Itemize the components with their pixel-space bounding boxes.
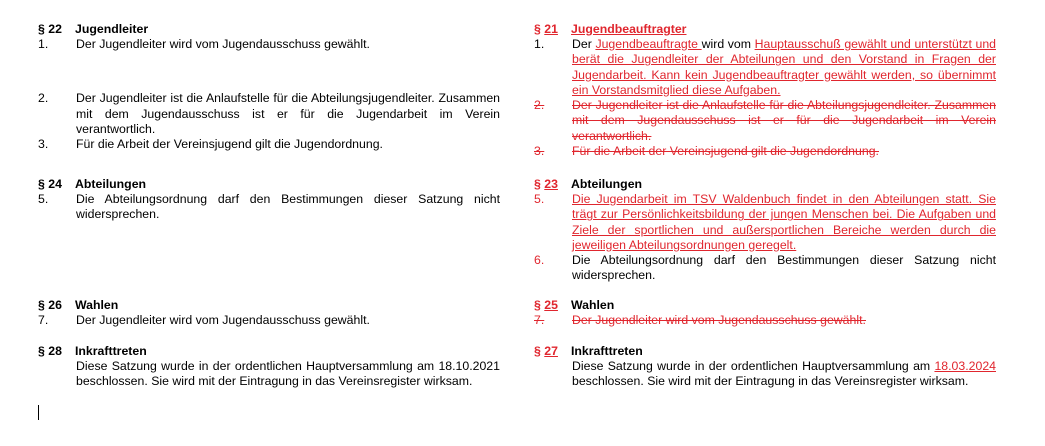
item-number: 7. (534, 313, 545, 327)
list-item (38, 192, 500, 223)
item-number: 1. (38, 37, 49, 51)
left-section-22 (38, 22, 500, 152)
list-item (38, 313, 500, 328)
right-section-21 (534, 22, 996, 159)
inserted-text: Die Jugendarbeit im TSV Waldenbuch findet in den Abteilungen statt. Sie trägt zur Persönlichkeitsbildung der jungen Menschen bei. Die Aufgaben und Ziele der sportlichen und außersportlichen Bereiche werden durch die jeweiligen Abteilungsordnungen geregelt. (572, 192, 996, 252)
list-item-deleted (534, 144, 996, 159)
section-mark: § 23 (534, 177, 558, 191)
section-title: Inkrafttreten (75, 344, 147, 358)
list-item-inserted (534, 192, 996, 253)
section-heading (38, 344, 500, 359)
item-number: 2. (38, 91, 49, 106)
item-text: Der Jugendleiter wird vom Jugendausschuss gewählt. (76, 313, 370, 327)
paragraph-text: Diese Satzung wurde in der ordentlichen Hauptversammlung am 18.03.2024 beschlossen. Sie wird mit der Eintragung in das Vereinsregister wirksam. (572, 359, 996, 389)
inserted-text: Hauptausschuß gewählt und unterstützt und berät die Jugendleiter der Abteilungen und den Vorstand in Fragen der Jugendarbeit. Kann kein Jugendbeauftragter gewählt werden, so übernimmt ein Vorstandsmitglied diese Aufgaben. (572, 37, 996, 97)
right-section-27 (534, 344, 996, 390)
item-number: 5. (534, 192, 545, 206)
section-mark: § 24 (38, 177, 62, 191)
section-heading (534, 22, 996, 37)
inserted-date: 18.03.2024 (934, 359, 996, 373)
item-text: Der Jugendleiter ist die Anlaufstelle für die Abteilungsjugendleiter. Zusammen mit dem Jugendausschuss ist er für die Jugendarbeit im Verein verantwortlich. (76, 91, 500, 136)
item-number: 2. (534, 98, 545, 113)
left-section-28 (38, 344, 500, 390)
section-heading (38, 298, 500, 313)
left-section-24 (38, 177, 500, 223)
section-number-inserted: 23 (544, 177, 558, 191)
item-text: Der Jugendleiter wird vom Jugendausschuss gewählt. (76, 37, 370, 51)
item-text: Für die Arbeit der Vereinsjugend gilt die Jugendordnung. (76, 137, 383, 152)
section-number-inserted: 21 (544, 22, 558, 36)
deleted-text: Der Jugendleiter wird vom Jugendausschuss gewählt. (572, 313, 866, 327)
section-number-inserted: 25 (544, 298, 558, 312)
section-number-inserted: 27 (544, 344, 558, 358)
left-section-26 (38, 298, 500, 328)
item-number: 1. (534, 37, 545, 51)
list-item (38, 137, 500, 152)
item-text: Der Jugendbeauftragte wird vom Hauptausschuß gewählt und unterstützt und berät die Jugendleiter der Abteilungen und den Vorstand in Fragen der Jugendarbeit. Kann kein Jugendbeauftragter gewählt werden, so übernimmt ein Vorstandsmitglied diese Aufgaben. (572, 37, 996, 97)
item-number: 5. (38, 192, 49, 206)
section-title: Jugendbeauftragter (571, 22, 687, 36)
section-heading (38, 177, 500, 192)
list-item-deleted (534, 98, 996, 144)
paragraph-text: Diese Satzung wurde in der ordentlichen Hauptversammlung am 18.10.2021 beschlossen. Sie wird mit der Eintragung in das Vereinsregister wirksam. (76, 359, 500, 389)
section-mark: § 25 (534, 298, 558, 312)
list-item (534, 37, 996, 98)
section-title: Jugendleiter (75, 22, 149, 36)
section-title: Abteilungen (75, 177, 147, 191)
section-heading (534, 344, 996, 359)
list-item (38, 91, 500, 137)
section-mark: § 27 (534, 344, 558, 358)
section-mark: § 21 (534, 22, 558, 36)
section-title: Inkrafttreten (571, 344, 643, 358)
section-title: Wahlen (75, 298, 119, 312)
item-text: Die Abteilungsordnung darf den Bestimmungen dieser Satzung nicht widersprechen. (572, 253, 996, 283)
list-item (38, 37, 500, 52)
item-number: 6. (534, 253, 545, 268)
section-title: Wahlen (571, 298, 615, 312)
item-number: 3. (534, 144, 545, 159)
item-number: 7. (38, 313, 49, 327)
item-text: Die Abteilungsordnung darf den Bestimmungen dieser Satzung nicht widersprechen. (76, 192, 500, 222)
section-heading (38, 22, 500, 37)
text-cursor (38, 405, 39, 420)
right-section-23 (534, 177, 996, 284)
deleted-text: Für die Arbeit der Vereinsjugend gilt die Jugendordnung. (572, 144, 879, 159)
section-mark: § 26 (38, 298, 62, 312)
section-mark: § 22 (38, 22, 62, 36)
deleted-text: Der Jugendleiter ist die Anlaufstelle für die Abteilungsjugendleiter. Zusammen mit dem Jugendausschuss ist er für die Jugendarbeit im Verein verantwortlich. (572, 98, 996, 143)
section-mark: § 28 (38, 344, 62, 358)
list-item-deleted (534, 313, 996, 328)
inserted-text: Jugendbeauftragte (595, 37, 702, 51)
section-heading (534, 298, 996, 313)
section-heading (534, 177, 996, 192)
item-number: 3. (38, 137, 49, 152)
list-item (534, 253, 996, 284)
right-section-25 (534, 298, 996, 328)
section-title: Abteilungen (571, 177, 643, 191)
